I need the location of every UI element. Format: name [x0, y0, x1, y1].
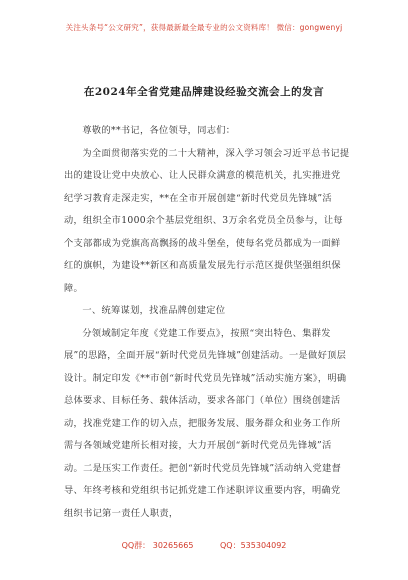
section-heading: 一、统筹谋划，找准品牌创建定位 — [82, 305, 226, 316]
document-title: 在2024年全省党建品牌建设经验交流会上的发言 — [83, 86, 325, 98]
body-paragraph: 分领域制定年度《党建工作要点》，按照“突出特色、集群发展”的思路，全面开展“新时代党员先锋城”创建活动。一是做好顶层设计。制定印发《**市创“新时代党员先锋城”活动实施方案》，明确总体要求、目标任务、载体活动，要求各部门（单位）围绕创建活动，找准党建工作的切入点，把服务发展、服务群众和业务工作所需与各领域党建所长相对接，大力开展创“新时代党员先锋城”活动。二是压实工作责任。把创“新时代党员先锋城”活动纳入党建督导、年终考核和党组织书记抓党建工作述职评议重要内容，明确党组织书记第一责任人职责， — [64, 327, 347, 519]
footer — [0, 540, 408, 551]
body-paragraph: 为全面贯彻落实党的二十大精神，深入学习领会习近平总书记提出的建设让党中央放心、让人民群众满意的模范机关，扎实推进党纪学习教育走深走实，**在全市开展创建“新时代党员先锋城”活动，组织全市1000余个基层党组织、3万余名党员全员参与，让每个支部都成为党旗高高飘扬的战斗堡垒，使每名党员都成为一面鲜红的旗帜，为建设**新区和高质量发展先行示范区提供坚强组织保障。 — [64, 147, 350, 294]
top-banner: 关注头条号“公文研究”，获得最新最全最专业的公文资料库！ 微信：gongwenyj — [65, 23, 343, 32]
salutation: 尊敬的**书记，各位领导，同志们： — [82, 125, 236, 136]
footer-qq: QQ：535304092 — [220, 541, 287, 550]
document-body — [64, 120, 350, 525]
footer-qq-group: QQ群： 30265665 — [121, 541, 194, 550]
